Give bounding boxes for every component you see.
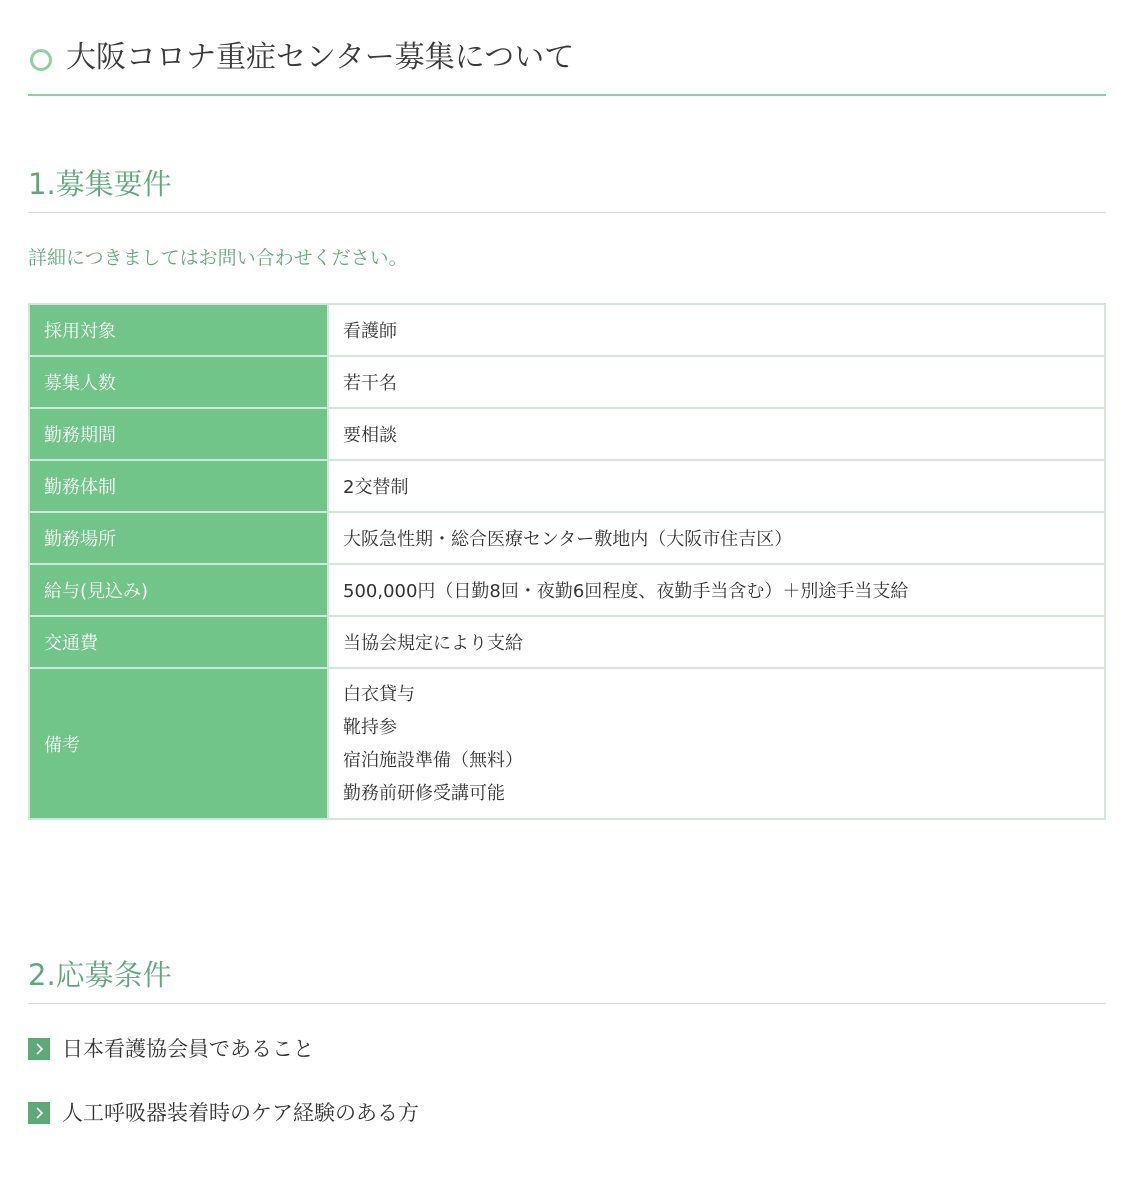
table-row bbox=[29, 304, 1105, 356]
inquiry-note: 詳細につきましてはお問い合わせください。 bbox=[28, 247, 408, 269]
remark-line: 靴持参 bbox=[343, 716, 397, 738]
table-row bbox=[29, 408, 1105, 460]
remark-line: 勤務前研修受講可能 bbox=[343, 782, 505, 804]
row-value: 要相談 bbox=[328, 408, 1105, 460]
row-label: 勤務体制 bbox=[29, 460, 328, 512]
remarks-cell bbox=[328, 668, 1105, 819]
chevron-right-icon bbox=[28, 1038, 50, 1060]
section-heading-text: 1.募集要件 bbox=[28, 167, 172, 201]
row-label: 勤務場所 bbox=[29, 512, 328, 564]
section-heading-requirements bbox=[28, 166, 1106, 213]
row-label: 備考 bbox=[29, 668, 328, 819]
table-row bbox=[29, 512, 1105, 564]
row-value: 500,000円（日勤8回・夜勤6回程度、夜勤手当含む）＋別途手当支給 bbox=[328, 564, 1105, 616]
row-value: 若干名 bbox=[328, 356, 1105, 408]
requirements-table bbox=[28, 303, 1106, 820]
chevron-right-icon bbox=[28, 1102, 50, 1124]
page-title-bar bbox=[28, 38, 1106, 96]
row-label: 採用対象 bbox=[29, 304, 328, 356]
row-value: 大阪急性期・総合医療センター敷地内（大阪市住吉区） bbox=[328, 512, 1105, 564]
remark-line: 白衣貸与 bbox=[343, 683, 415, 705]
table-row bbox=[29, 616, 1105, 668]
table-row bbox=[29, 356, 1105, 408]
row-label: 給与(見込み) bbox=[29, 564, 328, 616]
section-heading-conditions bbox=[28, 957, 1106, 1004]
row-label: 交通費 bbox=[29, 616, 328, 668]
row-label: 募集人数 bbox=[29, 356, 328, 408]
row-value: 2交替制 bbox=[328, 460, 1105, 512]
condition-text: 日本看護協会員であること bbox=[62, 1037, 314, 1061]
table-row-remarks bbox=[29, 668, 1105, 819]
circle-outline-icon bbox=[30, 49, 52, 71]
table-row bbox=[29, 564, 1105, 616]
page-title: 大阪コロナ重症センター募集について bbox=[66, 40, 575, 75]
table-row bbox=[29, 460, 1105, 512]
section-heading-text: 2.応募条件 bbox=[28, 958, 172, 992]
condition-text: 人工呼吸器装着時のケア経験のある方 bbox=[62, 1101, 419, 1125]
row-value: 看護師 bbox=[328, 304, 1105, 356]
row-value: 当協会規定により支給 bbox=[328, 616, 1105, 668]
row-label: 勤務期間 bbox=[29, 408, 328, 460]
remark-line: 宿泊施設準備（無料） bbox=[343, 749, 523, 771]
